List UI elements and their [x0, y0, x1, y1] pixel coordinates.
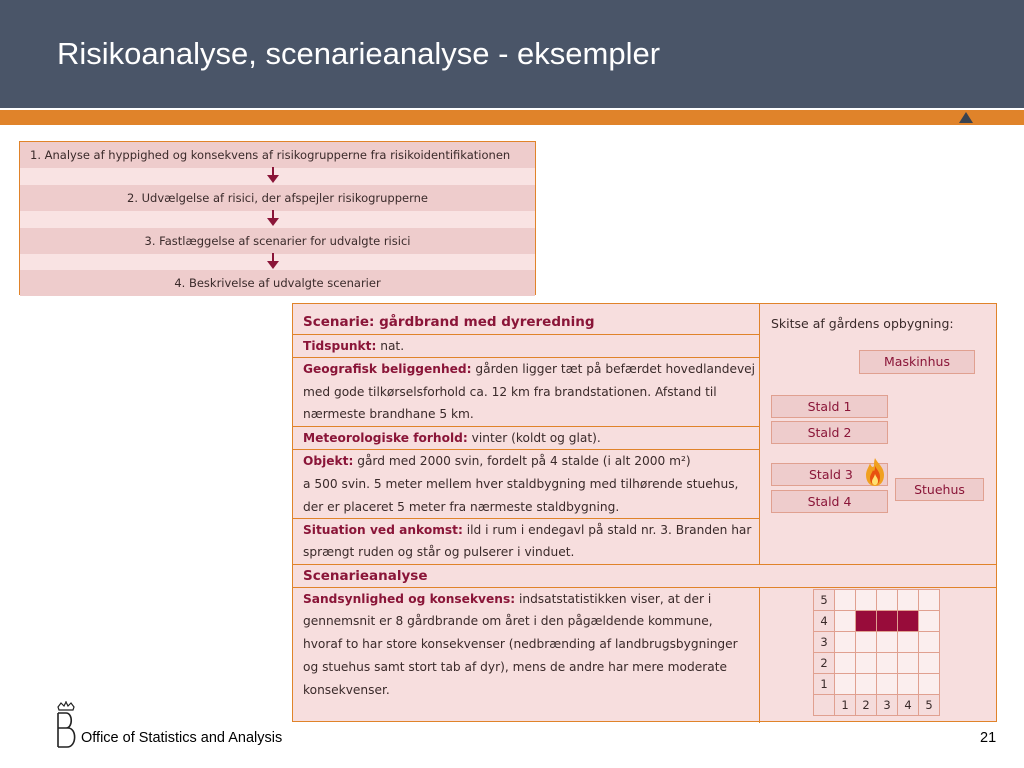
objekt-text: gård med 2000 svin, fordelt på 4 stalde (i alt 2000 m²) — [357, 454, 691, 468]
meteorologiske-text: vinter (koldt og glat). — [471, 431, 601, 445]
matrix-row — [814, 695, 940, 716]
crown-logo-icon — [52, 701, 80, 749]
matrix-cell — [877, 653, 898, 674]
scenario-heading: Scenarie: gårdbrand med dyreredning — [303, 314, 595, 330]
x-label: 5 — [919, 695, 940, 716]
geografisk-line-1 — [303, 362, 755, 376]
matrix-cell — [898, 590, 919, 611]
y-label: 3 — [814, 632, 835, 653]
matrix-row — [814, 590, 940, 611]
geografisk-line-2: med gode tilkørselsforhold ca. 12 km fra brandstationen. Afstand til — [303, 385, 717, 399]
matrix-cell — [835, 590, 856, 611]
sandsynlighed-label: Sandsynlighed og konsekvens: — [303, 592, 516, 606]
building-stald-2: Stald 2 — [771, 421, 888, 444]
situation-line-1 — [303, 523, 751, 537]
step-3: 3. Fastlæggelse af scenarier for udvalgte risici — [20, 228, 535, 254]
step-4: 4. Beskrivelse af udvalgte scenarier — [20, 270, 535, 296]
fire-icon — [862, 457, 888, 487]
sandsynlighed-text: indsatstatistikken viser, at der i — [518, 592, 712, 606]
step-1: 1. Analyse af hyppighed og konsekvens af risikogrupperne fra risikoidentifikationen — [20, 142, 535, 168]
building-stald-1: Stald 1 — [771, 395, 888, 418]
matrix-row — [814, 653, 940, 674]
situation-text: ild i rum i endegavl på stald nr. 3. Branden har — [466, 523, 752, 537]
matrix-cell — [856, 590, 877, 611]
tidspunkt-line — [303, 339, 404, 353]
matrix-cell — [898, 674, 919, 695]
triangle-up-icon[interactable] — [959, 112, 973, 123]
meteorologiske-label: Meteorologiske forhold: — [303, 431, 468, 445]
x-label: 3 — [877, 695, 898, 716]
divider — [293, 564, 996, 565]
objekt-line-1 — [303, 454, 691, 468]
objekt-label: Objekt: — [303, 454, 354, 468]
matrix-cell — [856, 674, 877, 695]
matrix-cell — [835, 674, 856, 695]
matrix-cell-highlighted — [856, 611, 877, 632]
matrix-cell — [856, 653, 877, 674]
sketch-title: Skitse af gårdens opbygning: — [771, 316, 954, 331]
matrix-cell — [919, 674, 940, 695]
process-steps — [19, 141, 536, 295]
matrix-row — [814, 674, 940, 695]
sandsynlighed-line-3: hvoraf to har store konsekvenser (nedbrænding af landbrugsbygninger — [303, 637, 738, 651]
divider — [293, 426, 759, 427]
matrix-cell — [877, 590, 898, 611]
page-number: 21 — [980, 730, 997, 746]
matrix-cell — [919, 653, 940, 674]
situation-line-2: sprængt ruden og står og pulserer i vinduet. — [303, 545, 575, 559]
accent-bar — [0, 110, 1024, 125]
sandsynlighed-line-1 — [303, 592, 711, 606]
matrix-cell — [835, 611, 856, 632]
building-stald-3: Stald 3 — [771, 463, 888, 486]
x-label: 2 — [856, 695, 877, 716]
geografisk-line-3: nærmeste brandhane 5 km. — [303, 407, 474, 421]
matrix-row — [814, 632, 940, 653]
situation-label: Situation ved ankomst: — [303, 523, 463, 537]
step-2: 2. Udvælgelse af risici, der afspejler risikogrupperne — [20, 185, 535, 211]
divider — [759, 587, 760, 723]
meteorologiske-line — [303, 431, 601, 445]
tidspunkt-text: nat. — [380, 339, 405, 353]
matrix-cell — [898, 653, 919, 674]
building-stald-4: Stald 4 — [771, 490, 888, 513]
sandsynlighed-line-5: konsekvenser. — [303, 683, 390, 697]
title-bar — [0, 0, 1024, 108]
matrix-cell — [877, 674, 898, 695]
slide-title: Risikoanalyse, scenarieanalyse - eksempler — [57, 36, 661, 71]
geografisk-text: gården ligger tæt på befærdet hovedlandevej — [475, 362, 756, 376]
y-label: 1 — [814, 674, 835, 695]
matrix-cell — [898, 632, 919, 653]
divider — [293, 334, 759, 335]
arrow-down-icon — [266, 210, 280, 227]
sandsynlighed-line-4: og stuehus samt stort tab af dyr), mens de andre har mere moderate — [303, 660, 727, 674]
objekt-line-3: der er placeret 5 meter fra nærmeste staldbygning. — [303, 500, 620, 514]
matrix-cell — [919, 590, 940, 611]
building-maskinhus: Maskinhus — [859, 350, 975, 374]
objekt-line-2: a 500 svin. 5 meter mellem hver staldbygning med tilhørende stuehus, — [303, 477, 739, 491]
divider — [293, 587, 996, 588]
divider — [293, 518, 759, 519]
matrix-cell-highlighted — [877, 611, 898, 632]
y-label: 4 — [814, 611, 835, 632]
matrix-cell — [919, 611, 940, 632]
x-label: 1 — [835, 695, 856, 716]
building-stuehus: Stuehus — [895, 478, 984, 501]
divider — [293, 449, 759, 450]
analysis-heading: Scenarieanalyse — [303, 568, 428, 584]
tidspunkt-label: Tidspunkt: — [303, 339, 377, 353]
x-label: 4 — [898, 695, 919, 716]
matrix-cell-highlighted — [898, 611, 919, 632]
arrow-down-icon — [266, 167, 280, 184]
matrix-cell — [856, 632, 877, 653]
matrix-cell — [919, 632, 940, 653]
matrix-cell — [835, 632, 856, 653]
matrix-cell — [877, 632, 898, 653]
matrix-corner — [814, 695, 835, 716]
risk-matrix — [813, 589, 940, 716]
geografisk-label: Geografisk beliggenhed: — [303, 362, 472, 376]
y-label: 2 — [814, 653, 835, 674]
matrix-cell — [835, 653, 856, 674]
matrix-row — [814, 611, 940, 632]
footer-organization: Office of Statistics and Analysis — [81, 730, 283, 746]
y-label: 5 — [814, 590, 835, 611]
divider — [759, 304, 760, 564]
sandsynlighed-line-2: gennemsnit er 8 gårdbrande om året i den pågældende kommune, — [303, 614, 713, 628]
arrow-down-icon — [266, 253, 280, 270]
divider — [293, 357, 759, 358]
